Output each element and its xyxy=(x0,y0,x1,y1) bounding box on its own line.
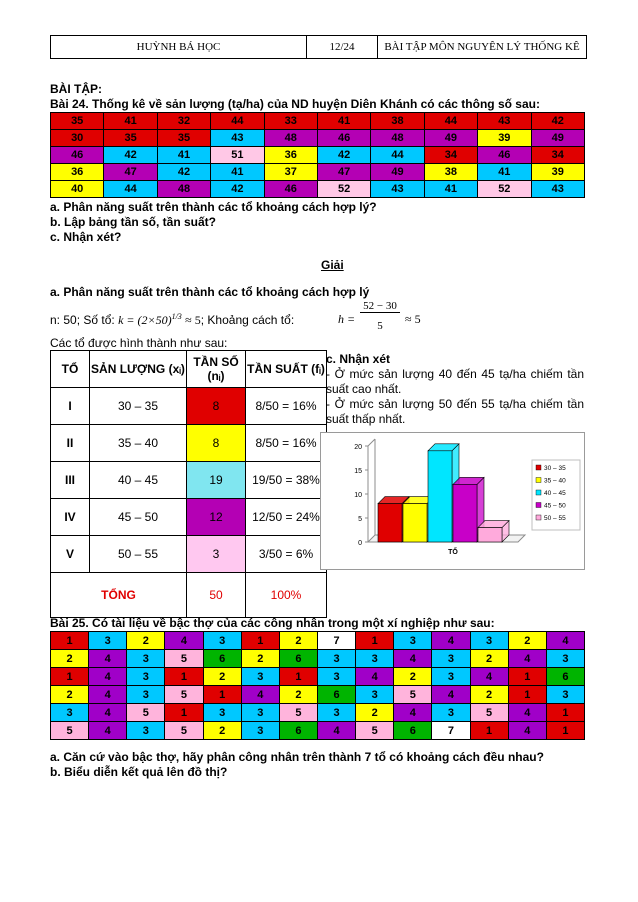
grid25-cell: 5 xyxy=(165,722,203,740)
grid25-cell: 5 xyxy=(165,686,203,704)
grid24-row xyxy=(51,130,585,147)
grid25-cell: 1 xyxy=(279,668,317,686)
grid25-cell: 2 xyxy=(470,650,508,668)
grid24-cell: 42 xyxy=(531,113,584,130)
chart-bar xyxy=(478,528,502,542)
grid25-cell: 2 xyxy=(203,722,241,740)
grid24-cell: 42 xyxy=(211,181,264,198)
grid25-cell: 5 xyxy=(279,704,317,722)
ex25-title: Bài 25. Có tài liệu về bậc thợ của các công nhân trong một xí nghiệp như sau: xyxy=(50,616,495,630)
chart-legend-swatch xyxy=(536,465,541,470)
formula-approx-k: ≈ 5 xyxy=(185,313,201,327)
grid24-cell: 48 xyxy=(371,130,424,147)
grid25-cell: 3 xyxy=(241,704,279,722)
grid25-cell: 1 xyxy=(546,704,584,722)
grid25-cell: 3 xyxy=(89,632,127,650)
frequency-row xyxy=(51,388,327,425)
grid24-cell: 42 xyxy=(104,147,157,164)
frequency-cell-range: 35 – 40 xyxy=(90,425,187,462)
frequency-cell-range: 50 – 55 xyxy=(90,536,187,573)
frequency-cell-f: 19/50 = 38% xyxy=(246,462,327,499)
grid24-cell: 41 xyxy=(478,164,531,181)
grid25-cell: 4 xyxy=(89,668,127,686)
grid25-cell: 3 xyxy=(51,704,89,722)
frequency-cell-range: 45 – 50 xyxy=(90,499,187,536)
remark-highest: - Ở mức sản lượng 40 đến 45 tạ/ha chiếm tần suất cao nhất. xyxy=(326,367,584,396)
frequency-row xyxy=(51,536,327,573)
header-author: HUỲNH BÁ HỌC xyxy=(51,36,307,58)
frequency-cell-group: I xyxy=(51,388,90,425)
grid24-cell: 41 xyxy=(104,113,157,130)
grid25-cell: 2 xyxy=(394,668,432,686)
grid24-cell: 49 xyxy=(371,164,424,181)
chart-y-tick-label: 15 xyxy=(354,468,362,475)
frequency-cell-f: 8/50 = 16% xyxy=(246,388,327,425)
remarks-heading: c. Nhận xét xyxy=(326,352,391,366)
chart-legend-swatch xyxy=(536,515,541,520)
grid24-cell: 52 xyxy=(478,181,531,198)
grid25-cell: 4 xyxy=(470,668,508,686)
chart-y-tick-label: 20 xyxy=(354,444,362,451)
header-page-number: 12/24 xyxy=(307,36,378,58)
chart-bar xyxy=(453,484,477,542)
grid24-cell: 32 xyxy=(157,113,210,130)
grid24-row xyxy=(51,164,585,181)
grid25-cell: 3 xyxy=(127,686,165,704)
groups-intro: Các tổ được hình thành như sau: xyxy=(50,336,228,350)
grid24-cell: 52 xyxy=(317,181,370,198)
grid25-row xyxy=(51,686,585,704)
grid24-cell: 38 xyxy=(371,113,424,130)
frequency-cell-n: 8 xyxy=(187,425,246,462)
grid25-cell: 2 xyxy=(51,650,89,668)
grid25-cell: 6 xyxy=(394,722,432,740)
chart-legend-label: 30 – 35 xyxy=(544,465,566,472)
grid25-row xyxy=(51,650,585,668)
grid25-cell: 3 xyxy=(317,650,355,668)
grid25-cell: 3 xyxy=(432,704,470,722)
grid25-cell: 4 xyxy=(432,686,470,704)
frequency-cell-f: 8/50 = 16% xyxy=(246,425,327,462)
chart-legend-label: 35 – 40 xyxy=(544,477,566,485)
frequency-cell-group: V xyxy=(51,536,90,573)
frequency-cell-f: 12/50 = 24% xyxy=(246,499,327,536)
frequency-cell-f: 3/50 = 6% xyxy=(246,536,327,573)
grid25-cell: 4 xyxy=(394,650,432,668)
grid25-cell: 4 xyxy=(89,722,127,740)
grid25-cell: 7 xyxy=(317,632,355,650)
grid24-cell: 44 xyxy=(424,113,477,130)
chart-bar xyxy=(378,504,402,542)
grid25-cell: 5 xyxy=(165,650,203,668)
total-frequency: 50 xyxy=(187,573,246,618)
formula-h: h = xyxy=(338,312,356,326)
grid25-cell: 3 xyxy=(394,632,432,650)
grid24-cell: 42 xyxy=(157,164,210,181)
ex24-question-a: a. Phân năng suất trên thành các tổ khoảng cách hợp lý? xyxy=(50,200,377,214)
grid25-cell: 2 xyxy=(279,686,317,704)
grid24-cell: 46 xyxy=(317,130,370,147)
chart-y-tick-label: 0 xyxy=(358,540,362,547)
grid24-cell: 33 xyxy=(264,113,317,130)
grid25-cell: 1 xyxy=(241,632,279,650)
grid24-cell: 35 xyxy=(157,130,210,147)
grid25-cell: 1 xyxy=(508,668,546,686)
total-rate: 100% xyxy=(246,573,327,618)
chart-bar xyxy=(403,504,427,542)
col-header-group: TỔ xyxy=(51,351,90,388)
grid25-cell: 6 xyxy=(317,686,355,704)
grid25-cell: 6 xyxy=(546,668,584,686)
chart-legend-swatch xyxy=(536,503,541,508)
grid24-cell: 44 xyxy=(104,181,157,198)
frequency-row xyxy=(51,462,327,499)
formula-numerator: 52 − 30 xyxy=(360,300,400,313)
chart-legend-label: 45 – 50 xyxy=(544,502,566,510)
grid25-cell: 1 xyxy=(508,686,546,704)
chart-y-tick-label: 5 xyxy=(358,516,362,523)
grid24-cell: 36 xyxy=(51,164,104,181)
grid25-cell: 4 xyxy=(317,722,355,740)
grid24-cell: 46 xyxy=(51,147,104,164)
grid25-cell: 6 xyxy=(279,722,317,740)
frequency-cell-n: 3 xyxy=(187,536,246,573)
grid24-cell: 41 xyxy=(424,181,477,198)
formula-line xyxy=(50,312,294,328)
formula-exponent: 1/3 xyxy=(171,312,182,321)
grid24-cell: 51 xyxy=(211,147,264,164)
chart-legend-swatch xyxy=(536,478,541,483)
frequency-total-row xyxy=(51,573,327,618)
grid24-cell: 47 xyxy=(104,164,157,181)
grid25-cell: 4 xyxy=(89,650,127,668)
grid24-cell: 43 xyxy=(531,181,584,198)
grid25-cell: 3 xyxy=(356,686,394,704)
frequency-cell-group: II xyxy=(51,425,90,462)
grid25-cell: 3 xyxy=(546,686,584,704)
chart-x-label: TỔ xyxy=(448,549,458,556)
formula-prefix: n: 50; Số tổ: xyxy=(50,313,115,327)
frequency-row xyxy=(51,499,327,536)
col-header-rate: TẦN SUẤT (fᵢ) xyxy=(246,351,327,388)
grid25-cell: 1 xyxy=(51,632,89,650)
grid25-cell: 4 xyxy=(432,632,470,650)
remark-lowest: - Ở mức sản lượng 50 đến 55 tạ/ha chiếm tần suất thấp nhất. xyxy=(326,397,584,426)
formula-approx-h: ≈ 5 xyxy=(405,312,421,326)
grid25-cell: 2 xyxy=(241,650,279,668)
grid25-cell: 4 xyxy=(394,704,432,722)
grid25-cell: 5 xyxy=(356,722,394,740)
grid25-cell: 1 xyxy=(356,632,394,650)
grid24-cell: 41 xyxy=(317,113,370,130)
chart-y-tick-label: 10 xyxy=(354,492,362,499)
col-header-yield: SẢN LƯỢNG (xᵢ) xyxy=(90,351,187,388)
frequency-cell-n: 19 xyxy=(187,462,246,499)
grid25-cell: 2 xyxy=(356,704,394,722)
grid24-cell: 48 xyxy=(157,181,210,198)
solution-heading: Giải xyxy=(321,258,344,272)
grid25-cell: 1 xyxy=(165,704,203,722)
grid24-row xyxy=(51,181,585,198)
grid25-cell: 4 xyxy=(508,650,546,668)
grid24-cell: 49 xyxy=(531,130,584,147)
frequency-cell-range: 30 – 35 xyxy=(90,388,187,425)
grid25-cell: 3 xyxy=(203,704,241,722)
grid25-cell: 2 xyxy=(470,686,508,704)
grid25-cell: 3 xyxy=(470,632,508,650)
grid25-cell: 3 xyxy=(203,632,241,650)
grid25-cell: 3 xyxy=(241,668,279,686)
grid24-cell: 40 xyxy=(51,181,104,198)
grid25-cell: 6 xyxy=(203,650,241,668)
grid24-cell: 43 xyxy=(478,113,531,130)
grid25-cell: 3 xyxy=(317,704,355,722)
grid25-cell: 1 xyxy=(546,722,584,740)
grid24-row xyxy=(51,113,585,130)
grid24-cell: 43 xyxy=(211,130,264,147)
grid25-cell: 1 xyxy=(203,686,241,704)
grid25-cell: 5 xyxy=(51,722,89,740)
grid24-cell: 47 xyxy=(317,164,370,181)
ex25-question-a: a. Căn cứ vào bậc thợ, hãy phân công nhân trên thành 7 tổ có khoảng cách đều nhau? xyxy=(50,750,544,764)
section-title: BÀI TẬP: xyxy=(50,82,102,96)
grid25-cell: 4 xyxy=(356,668,394,686)
frequency-cell-group: IV xyxy=(51,499,90,536)
grid25-cell: 5 xyxy=(127,704,165,722)
grid25-cell: 4 xyxy=(241,686,279,704)
ex24-title: Bài 24. Thống kê về sản lượng (tạ/ha) của ND huyện Diên Khánh có các thông số sau: xyxy=(50,97,540,111)
grid24-cell: 42 xyxy=(317,147,370,164)
grid24-cell: 37 xyxy=(264,164,317,181)
col-header-frequency: TẦN SỐ (nᵢ) xyxy=(187,351,246,388)
formula-middle: ; Khoảng cách tổ: xyxy=(200,313,295,327)
grid24-cell: 35 xyxy=(51,113,104,130)
ex24-question-c: c. Nhận xét? xyxy=(50,230,122,244)
grid24-cell: 46 xyxy=(478,147,531,164)
frequency-cell-group: III xyxy=(51,462,90,499)
grid25-cell: 3 xyxy=(432,650,470,668)
grid25-row xyxy=(51,632,585,650)
grid25-cell: 2 xyxy=(203,668,241,686)
grid25-cell: 2 xyxy=(127,632,165,650)
grid25-cell: 6 xyxy=(279,650,317,668)
grid24-cell: 46 xyxy=(264,181,317,198)
grid25-cell: 5 xyxy=(470,704,508,722)
grid24-cell: 34 xyxy=(531,147,584,164)
grid25-cell: 4 xyxy=(508,704,546,722)
ex24-question-b: b. Lập bảng tần số, tần suất? xyxy=(50,215,217,229)
grid25-cell: 4 xyxy=(89,704,127,722)
grid24-row xyxy=(51,147,585,164)
grid24-cell: 39 xyxy=(478,130,531,147)
ex24-data-grid xyxy=(50,112,585,198)
grid24-cell: 35 xyxy=(104,130,157,147)
grid25-cell: 3 xyxy=(432,668,470,686)
grid25-cell: 1 xyxy=(165,668,203,686)
grid25-cell: 3 xyxy=(241,722,279,740)
grid24-cell: 44 xyxy=(211,113,264,130)
grid25-cell: 3 xyxy=(127,650,165,668)
grid25-row xyxy=(51,704,585,722)
grid24-cell: 43 xyxy=(371,181,424,198)
grid25-cell: 1 xyxy=(470,722,508,740)
ex25-question-b: b. Biểu diễn kết quả lên đồ thị? xyxy=(50,765,228,779)
frequency-chart xyxy=(320,432,585,570)
header-subject: BÀI TẬP MÔN NGUYÊN LÝ THỐNG KÊ xyxy=(384,41,580,53)
grid25-cell: 3 xyxy=(317,668,355,686)
grid25-cell: 3 xyxy=(127,668,165,686)
answer-a-heading: a. Phân năng suất trên thành các tổ khoảng cách hợp lý xyxy=(50,285,370,299)
chart-bar xyxy=(428,451,452,542)
grid24-cell: 44 xyxy=(371,147,424,164)
grid25-cell: 2 xyxy=(279,632,317,650)
grid24-cell: 30 xyxy=(51,130,104,147)
grid24-cell: 49 xyxy=(424,130,477,147)
frequency-cell-n: 8 xyxy=(187,388,246,425)
grid24-cell: 48 xyxy=(264,130,317,147)
grid25-cell: 3 xyxy=(546,650,584,668)
frequency-cell-range: 40 – 45 xyxy=(90,462,187,499)
formula-k: k = (2×50) xyxy=(118,313,172,327)
grid25-cell: 4 xyxy=(165,632,203,650)
grid25-cell: 2 xyxy=(508,632,546,650)
grid25-cell: 5 xyxy=(394,686,432,704)
ex25-data-grid xyxy=(50,631,585,740)
grid24-cell: 38 xyxy=(424,164,477,181)
grid25-cell: 7 xyxy=(432,722,470,740)
grid24-cell: 34 xyxy=(424,147,477,164)
grid25-cell: 4 xyxy=(89,686,127,704)
grid25-row xyxy=(51,668,585,686)
grid24-cell: 36 xyxy=(264,147,317,164)
grid25-cell: 4 xyxy=(546,632,584,650)
page-header xyxy=(50,35,587,59)
grid25-cell: 2 xyxy=(51,686,89,704)
grid24-cell: 41 xyxy=(157,147,210,164)
formula-denominator: 5 xyxy=(377,320,383,332)
chart-legend-label: 50 – 55 xyxy=(544,515,566,522)
frequency-cell-n: 12 xyxy=(187,499,246,536)
grid24-cell: 41 xyxy=(211,164,264,181)
total-label: TỔNG xyxy=(51,573,187,618)
grid24-cell: 39 xyxy=(531,164,584,181)
grid25-cell: 4 xyxy=(508,722,546,740)
grid25-cell: 3 xyxy=(356,650,394,668)
chart-legend-label: 40 – 45 xyxy=(544,490,566,497)
frequency-table xyxy=(50,350,327,618)
grid25-cell: 1 xyxy=(51,668,89,686)
frequency-row xyxy=(51,425,327,462)
chart-legend-swatch xyxy=(536,490,541,495)
grid25-cell: 3 xyxy=(127,722,165,740)
grid25-row xyxy=(51,722,585,740)
